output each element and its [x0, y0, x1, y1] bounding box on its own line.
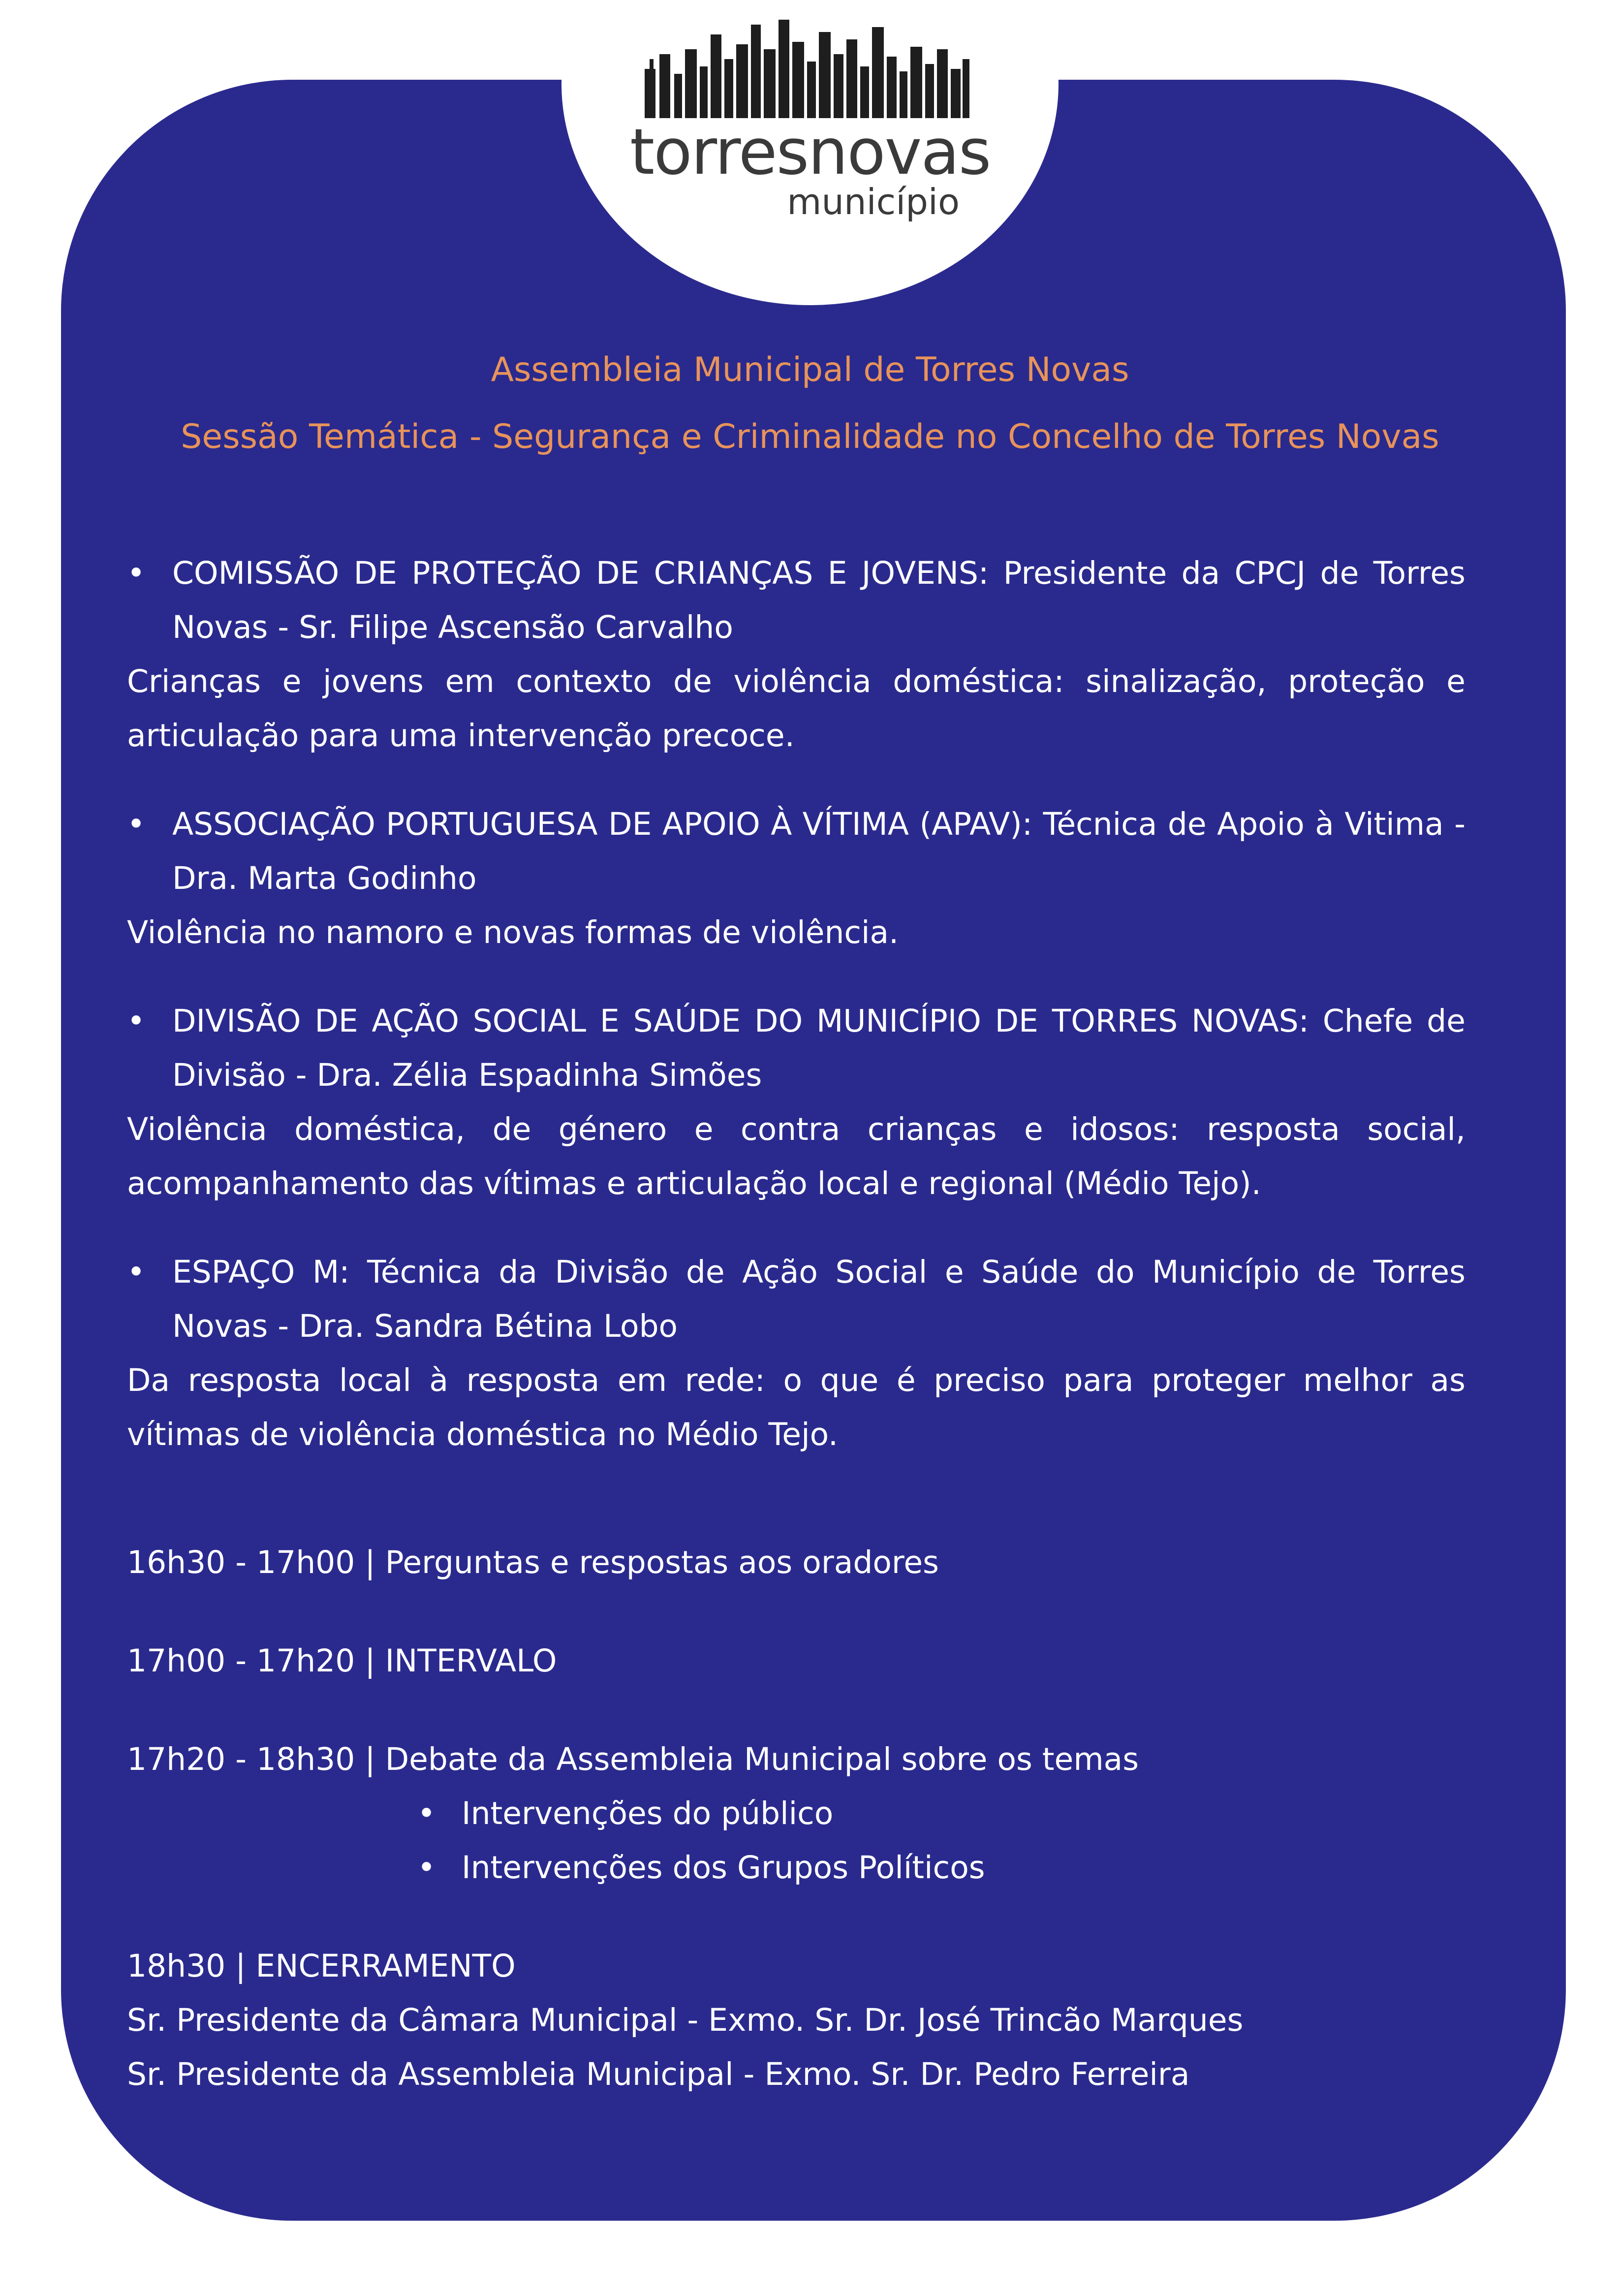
towers-icon — [645, 20, 969, 118]
logo-brand — [630, 116, 991, 189]
closing-line: Sr. Presidente da Câmara Municipal - Exmo. Sr. Dr. José Trincão Marques — [127, 2002, 1244, 2038]
debate-subitem — [127, 1841, 1465, 1895]
speaker-item: • ESPAÇO M: Técnica da Divisão de Ação Social e Saúde do Município de Torres Novas - Dra. Sandra Bétina Lobo — [127, 1245, 1465, 1353]
municipality-logo — [630, 20, 991, 226]
bullet-icon: • — [417, 1795, 436, 1831]
schedule-text: 17h00 - 17h20 | INTERVALO — [127, 1643, 557, 1679]
topic-text: Da resposta local à resposta em rede: o que é preciso para proteger melhor as vítimas de violência doméstica no Médio Tejo. — [127, 1362, 1465, 1452]
closing-title: 18h30 | ENCERRAMENTO — [127, 1948, 516, 1984]
debate-subitem-label: Intervenções dos Grupos Políticos — [462, 1850, 985, 1886]
bullet-icon: • — [417, 1850, 436, 1886]
schedule-text: 16h30 - 17h00 | Perguntas e respostas aos oradores — [127, 1544, 939, 1580]
topic-text: Crianças e jovens em contexto de violência doméstica: sinalização, proteção e articulação para uma intervenção precoce. — [127, 663, 1465, 754]
debate-subitem — [127, 1787, 1465, 1841]
speaker-item: • DIVISÃO DE AÇÃO SOCIAL E SAÚDE DO MUNICÍPIO DE TORRES NOVAS: Chefe de Divisão - Dra. Zélia Espadinha Simões — [127, 994, 1465, 1102]
schedule-text: 17h20 - 18h30 | Debate da Assembleia Municipal sobre os temas — [127, 1741, 1139, 1777]
topic-text: Violência no namoro e novas formas de violência. — [127, 914, 899, 950]
logo-sub: município — [787, 181, 960, 222]
page-subtitle: Sessão Temática - Segurança e Criminalidade no Concelho de Torres Novas — [181, 417, 1439, 456]
schedule-item — [127, 1536, 1465, 1590]
schedule-item — [127, 1634, 1465, 1688]
agenda-content — [127, 546, 1465, 2102]
speaker-item: • ASSOCIAÇÃO PORTUGUESA DE APOIO À VÍTIMA (APAV): Técnica de Apoio à Vitima - Dra. Marta Godinho — [127, 797, 1465, 906]
page-title: Assembleia Municipal de Torres Novas — [491, 350, 1129, 389]
closing-line: Sr. Presidente da Assembleia Municipal - Exmo. Sr. Dr. Pedro Ferreira — [127, 2056, 1190, 2092]
logo-brand-a: torres — [630, 116, 809, 189]
schedule-item — [127, 1732, 1465, 1895]
debate-subitem-label: Intervenções do público — [462, 1795, 834, 1831]
topic-text: Violência doméstica, de género e contra crianças e idosos: resposta social, acompanhamento das vítimas e articulação local e regional (Médio Tejo). — [127, 1111, 1465, 1201]
speaker-item: • COMISSÃO DE PROTEÇÃO DE CRIANÇAS E JOVENS: Presidente da CPCJ de Torres Novas - Sr. Filipe Ascensão Carvalho — [127, 546, 1465, 655]
logo-brand-b: novas — [808, 116, 991, 189]
closing-section — [127, 1939, 1465, 2102]
